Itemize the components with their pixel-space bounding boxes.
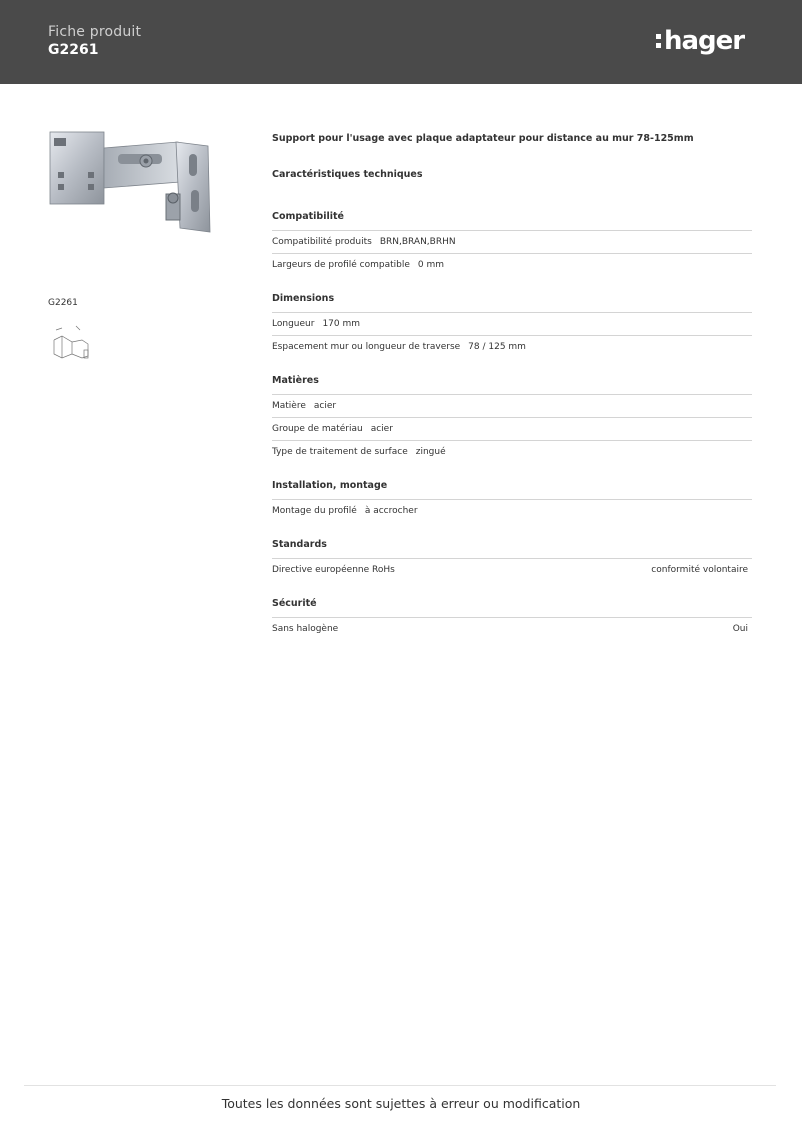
section-heading: Matières: [272, 372, 752, 395]
footer-disclaimer: Toutes les données sont sujettes à erreur ou modification: [221, 1096, 581, 1111]
spec-content: [272, 130, 752, 654]
spec-value: à accrocher: [364, 506, 418, 516]
section-installation: [272, 477, 752, 522]
spec-label: Sans halogène: [272, 624, 339, 634]
spec-row: [272, 418, 752, 441]
section-materials: [272, 372, 752, 463]
logo-text: hager: [664, 26, 745, 56]
spec-row: [272, 618, 752, 640]
product-title: Support pour l'usage avec plaque adaptateur pour distance au mur 78-125mm: [272, 133, 694, 144]
section-standards: [272, 536, 752, 581]
spec-label: Type de traitement de surface: [272, 447, 408, 457]
spec-row: [272, 313, 752, 336]
section-dimensions: [272, 290, 752, 358]
spec-row: [272, 336, 752, 358]
spec-value: 0 mm: [417, 260, 445, 270]
spec-value: conformité volontaire: [651, 565, 748, 575]
section-heading: Compatibilité: [272, 208, 752, 231]
spec-label: Espacement mur ou longueur de traverse: [272, 342, 461, 352]
section-heading: Sécurité: [272, 595, 752, 618]
section-security: [272, 595, 752, 640]
tech-characteristics-heading: Caractéristiques techniques: [272, 169, 423, 180]
header-subtitle: Fiche produit: [48, 24, 142, 40]
spec-label: Longueur: [272, 319, 315, 329]
spec-row: [272, 231, 752, 254]
spec-value: 78 / 125 mm: [468, 342, 526, 352]
header-product-code: G2261: [48, 42, 99, 58]
section-heading: Installation, montage: [272, 477, 752, 500]
footer-divider: [24, 1085, 776, 1086]
spec-value: acier: [370, 424, 393, 434]
spec-value: acier: [313, 401, 337, 411]
spec-label: Compatibilité produits: [272, 237, 372, 247]
product-image: [48, 128, 214, 236]
section-compatibility: [272, 208, 752, 276]
spec-value: BRN,BRAN,BRHN: [379, 237, 456, 247]
spec-label: Matière: [272, 401, 306, 411]
technical-drawing-thumbnail[interactable]: [48, 320, 94, 366]
section-heading: Standards: [272, 536, 752, 559]
spec-row: [272, 254, 752, 276]
spec-value: 170 mm: [322, 319, 361, 329]
spec-row: [272, 500, 752, 522]
spec-label: Montage du profilé: [272, 506, 357, 516]
spec-row: [272, 395, 752, 418]
spec-label: Directive européenne RoHs: [272, 565, 395, 575]
spec-label: Largeurs de profilé compatible: [272, 260, 410, 270]
spec-value: zingué: [415, 447, 446, 457]
spec-value: Oui: [732, 624, 748, 634]
section-heading: Dimensions: [272, 290, 752, 313]
logo-dots-icon: [656, 34, 661, 48]
spec-row: [272, 441, 752, 463]
spec-row: [272, 559, 752, 581]
thumbnail-label: G2261: [48, 298, 78, 308]
header-bar: [0, 0, 802, 84]
hager-logo: [656, 24, 744, 58]
spec-label: Groupe de matériau: [272, 424, 363, 434]
